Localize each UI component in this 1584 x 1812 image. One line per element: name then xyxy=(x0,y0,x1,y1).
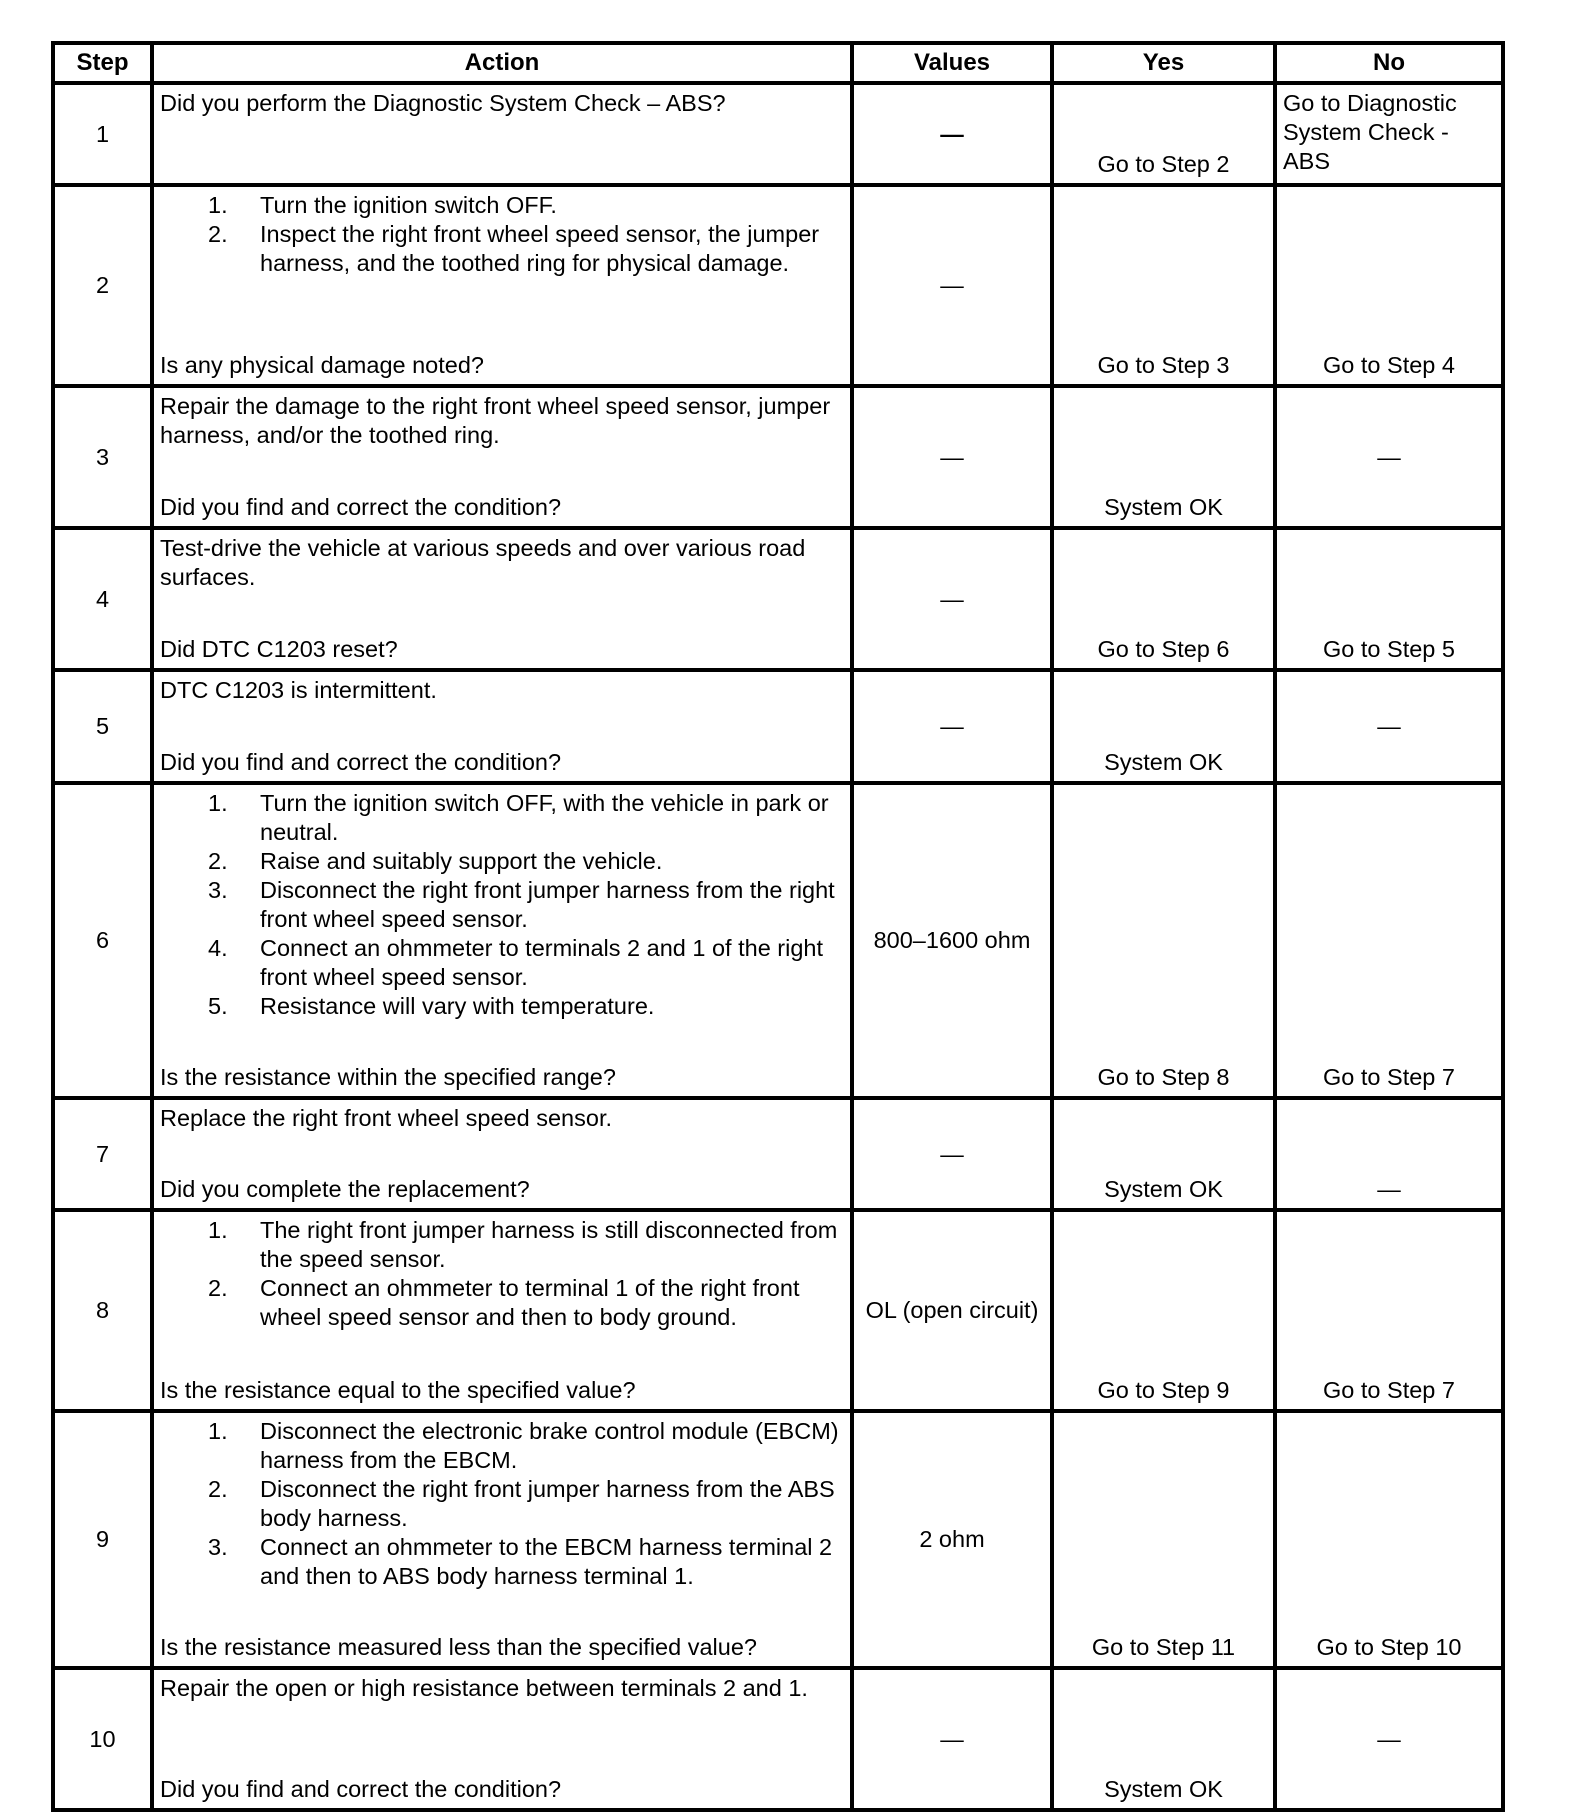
header-no: No xyxy=(1275,43,1503,83)
table-row xyxy=(53,83,1503,185)
item-number: 1. xyxy=(208,1217,228,1243)
no-cell: Go to Step 10 xyxy=(1275,1411,1503,1668)
yes-cell: Go to Step 9 xyxy=(1052,1210,1275,1411)
list-item xyxy=(208,847,844,876)
step-number: 6 xyxy=(53,783,152,1098)
item-text: Turn the ignition switch OFF, with the vehicle in park or neutral. xyxy=(260,790,829,845)
diagnostic-table xyxy=(51,41,1505,1812)
no-cell: Go to Step 7 xyxy=(1275,783,1503,1098)
value-text: — xyxy=(940,713,964,739)
no-cell: Go to Diagnostic System Check - ABS xyxy=(1275,83,1503,185)
action-question: Is the resistance measured less than the specified value? xyxy=(160,1634,757,1660)
value-cell xyxy=(852,83,1052,185)
list-item xyxy=(208,1417,844,1475)
action-question: Did DTC C1203 reset? xyxy=(160,636,398,662)
item-text: Resistance will vary with temperature. xyxy=(260,993,655,1019)
action-question: Did you complete the replacement? xyxy=(160,1176,530,1202)
value-text: — xyxy=(940,443,964,470)
table-row xyxy=(53,386,1503,528)
no-cell: — xyxy=(1275,670,1503,783)
table-row xyxy=(53,1668,1503,1810)
list-item xyxy=(208,1475,844,1533)
value-text: — xyxy=(940,1140,964,1167)
list-item xyxy=(208,934,844,992)
table-row xyxy=(53,528,1503,670)
action-question: Did you find and correct the condition? xyxy=(160,494,562,520)
item-text: Disconnect the electronic brake control module (EBCM) harness from the EBCM. xyxy=(260,1418,839,1473)
list-item xyxy=(208,992,844,1021)
table-header-row xyxy=(53,43,1503,83)
yes-cell: Go to Step 3 xyxy=(1052,185,1275,386)
item-text: Disconnect the right front jumper harness from the ABS body harness. xyxy=(260,1476,835,1531)
item-text: Disconnect the right front jumper harness from the right front wheel speed sensor. xyxy=(260,877,835,932)
yes-cell: System OK xyxy=(1052,670,1275,783)
action-cell xyxy=(152,1411,852,1668)
action-text: Did you perform the Diagnostic System Check – ABS? xyxy=(160,90,726,116)
item-text: Connect an ohmmeter to the EBCM harness terminal 2 and then to ABS body harness terminal 1. xyxy=(260,1534,833,1589)
list-item xyxy=(208,876,844,934)
no-cell: Go to Step 4 xyxy=(1275,185,1503,386)
header-action: Action xyxy=(152,43,852,83)
no-cell: Go to Step 7 xyxy=(1275,1210,1503,1411)
action-question: Did you find and correct the condition? xyxy=(160,1776,562,1802)
value-text: — xyxy=(940,585,964,612)
step-number: 7 xyxy=(53,1098,152,1210)
no-cell: Go to Step 5 xyxy=(1275,528,1503,670)
item-text: Connect an ohmmeter to terminals 2 and 1 of the right front wheel speed sensor. xyxy=(260,935,824,990)
action-cell xyxy=(152,185,852,386)
step-number: 1 xyxy=(53,83,152,185)
list-item xyxy=(208,789,844,847)
item-text: The right front jumper harness is still disconnected from the speed sensor. xyxy=(260,1217,838,1272)
yes-cell: Go to Step 6 xyxy=(1052,528,1275,670)
action-question: Did you find and correct the condition? xyxy=(160,749,562,775)
item-number: 2. xyxy=(208,848,228,874)
action-steps-list xyxy=(160,1417,844,1591)
value-text: — xyxy=(940,1725,964,1752)
action-text: Repair the open or high resistance between terminals 2 and 1. xyxy=(160,1675,808,1701)
item-text: Turn the ignition switch OFF. xyxy=(260,192,557,218)
action-cell xyxy=(152,1098,852,1210)
value-text: — xyxy=(940,120,964,147)
header-step: Step xyxy=(53,43,152,83)
yes-cell: System OK xyxy=(1052,1098,1275,1210)
header-yes: Yes xyxy=(1052,43,1275,83)
value-cell xyxy=(852,185,1052,386)
yes-cell: Go to Step 8 xyxy=(1052,783,1275,1098)
step-number: 10 xyxy=(53,1668,152,1810)
list-item xyxy=(208,220,844,278)
list-item xyxy=(208,191,844,220)
no-cell: — xyxy=(1275,1098,1503,1210)
yes-cell: Go to Step 2 xyxy=(1052,83,1275,185)
item-number: 3. xyxy=(208,877,228,903)
no-cell: — xyxy=(1275,1668,1503,1810)
list-item xyxy=(208,1533,844,1591)
action-cell xyxy=(152,83,852,185)
step-number: 9 xyxy=(53,1411,152,1668)
action-steps-list xyxy=(160,789,844,1021)
item-number: 2. xyxy=(208,1476,228,1502)
action-text: Repair the damage to the right front wheel speed sensor, jumper harness, and/or the toothed ring. xyxy=(160,393,831,448)
list-item xyxy=(208,1216,844,1274)
value-text: — xyxy=(940,272,964,298)
value-cell: 2 ohm xyxy=(852,1411,1052,1668)
item-text: Connect an ohmmeter to terminal 1 of the right front wheel speed sensor and then to body ground. xyxy=(260,1275,800,1330)
action-cell xyxy=(152,783,852,1098)
step-number: 3 xyxy=(53,386,152,528)
action-text: Replace the right front wheel speed sensor. xyxy=(160,1105,612,1131)
action-cell xyxy=(152,1210,852,1411)
item-number: 1. xyxy=(208,790,228,816)
action-question: Is the resistance equal to the specified value? xyxy=(160,1377,636,1403)
list-item xyxy=(208,1274,844,1332)
value-cell xyxy=(852,1098,1052,1210)
action-cell xyxy=(152,528,852,670)
action-text: Test-drive the vehicle at various speeds and over various road surfaces. xyxy=(160,535,806,590)
item-text: Raise and suitably support the vehicle. xyxy=(260,848,663,874)
no-cell: — xyxy=(1275,386,1503,528)
header-values: Values xyxy=(852,43,1052,83)
table-row xyxy=(53,783,1503,1098)
table-row xyxy=(53,185,1503,386)
action-question: Is the resistance within the specified range? xyxy=(160,1064,616,1090)
value-cell xyxy=(852,528,1052,670)
action-steps-list xyxy=(160,1216,844,1332)
action-text: DTC C1203 is intermittent. xyxy=(160,677,437,703)
value-cell: 800–1600 ohm xyxy=(852,783,1052,1098)
step-number: 2 xyxy=(53,185,152,386)
item-text: Inspect the right front wheel speed sensor, the jumper harness, and the toothed ring for physical damage. xyxy=(260,221,820,276)
item-number: 1. xyxy=(208,192,228,218)
item-number: 2. xyxy=(208,1275,228,1301)
action-cell xyxy=(152,1668,852,1810)
value-cell xyxy=(852,1668,1052,1810)
value-cell xyxy=(852,670,1052,783)
item-number: 3. xyxy=(208,1534,228,1560)
value-cell xyxy=(852,386,1052,528)
step-number: 8 xyxy=(53,1210,152,1411)
step-number: 5 xyxy=(53,670,152,783)
table-row xyxy=(53,1098,1503,1210)
yes-cell: Go to Step 11 xyxy=(1052,1411,1275,1668)
yes-cell: System OK xyxy=(1052,1668,1275,1810)
action-question: Is any physical damage noted? xyxy=(160,352,484,378)
step-number: 4 xyxy=(53,528,152,670)
table-row xyxy=(53,1411,1503,1668)
action-cell xyxy=(152,670,852,783)
table-row xyxy=(53,670,1503,783)
value-cell: OL (open circuit) xyxy=(852,1210,1052,1411)
item-number: 2. xyxy=(208,221,228,247)
item-number: 5. xyxy=(208,993,228,1019)
item-number: 1. xyxy=(208,1418,228,1444)
item-number: 4. xyxy=(208,935,228,961)
action-cell xyxy=(152,386,852,528)
action-steps-list xyxy=(160,191,844,278)
table-row xyxy=(53,1210,1503,1411)
yes-cell: System OK xyxy=(1052,386,1275,528)
